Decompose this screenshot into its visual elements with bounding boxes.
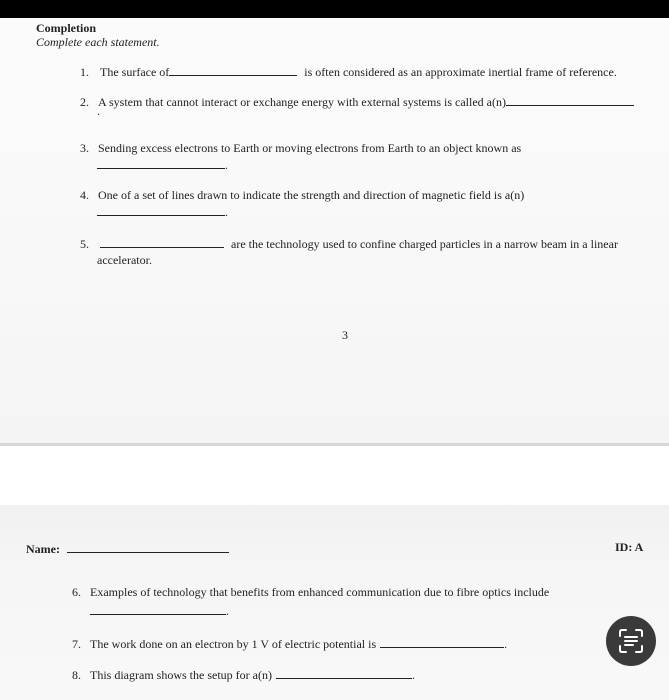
question-6 bbox=[72, 585, 549, 600]
answer-blank[interactable] bbox=[506, 94, 634, 106]
name-label: Name: bbox=[26, 542, 60, 556]
answer-blank[interactable] bbox=[90, 603, 226, 615]
section-instruction: Complete each statement. bbox=[36, 35, 160, 49]
question-text: are the technology used to confine charged particles in a narrow beam in a linear bbox=[231, 237, 618, 251]
question-text-end: . bbox=[411, 668, 415, 682]
question-number: 2. bbox=[80, 95, 89, 109]
answer-blank[interactable] bbox=[97, 157, 225, 169]
question-3 bbox=[80, 141, 521, 156]
question-8 bbox=[72, 667, 415, 683]
name-field[interactable] bbox=[67, 541, 229, 553]
question-text-end: . bbox=[225, 205, 228, 219]
question-text: This diagram shows the setup for a(n) bbox=[90, 668, 272, 682]
question-3-answer-line bbox=[97, 157, 228, 173]
name-row bbox=[26, 541, 229, 557]
answer-blank[interactable] bbox=[97, 204, 225, 216]
question-text: One of a set of lines drawn to indicate the strength and direction of magnetic field is a(n) bbox=[98, 188, 525, 202]
question-text-end: . bbox=[226, 604, 229, 618]
question-6-answer-line bbox=[90, 603, 229, 619]
question-4-answer-line bbox=[97, 204, 228, 220]
section-title: Completion bbox=[36, 21, 96, 35]
answer-blank[interactable] bbox=[100, 236, 224, 248]
question-number: 3. bbox=[80, 141, 89, 155]
answer-blank[interactable] bbox=[380, 636, 504, 648]
question-number: 7. bbox=[72, 637, 81, 651]
question-text-end: . bbox=[504, 637, 508, 651]
question-number: 6. bbox=[72, 585, 81, 599]
text-scan-icon bbox=[616, 626, 646, 656]
question-1 bbox=[80, 64, 617, 80]
question-text: A system that cannot interact or exchange energy with external systems is called a(n) bbox=[98, 95, 506, 109]
page-edge-shadow bbox=[0, 443, 669, 446]
question-7 bbox=[72, 636, 507, 652]
question-number: 4. bbox=[80, 188, 89, 202]
answer-blank[interactable] bbox=[276, 667, 412, 679]
page-number: 3 bbox=[342, 328, 348, 342]
page-gap bbox=[0, 443, 669, 505]
worksheet-page-1 bbox=[0, 18, 669, 443]
question-text: The work done on an electron by 1 V of electric potential is bbox=[90, 637, 377, 651]
question-text: Sending excess electrons to Earth or moving electrons from Earth to an object known as bbox=[98, 141, 522, 155]
question-2 bbox=[80, 94, 634, 110]
question-text: Examples of technology that benefits from enhanced communication due to fibre optics include bbox=[90, 585, 550, 599]
id-label: ID: A bbox=[615, 540, 644, 554]
question-5 bbox=[80, 236, 618, 252]
question-text: The surface of bbox=[100, 65, 170, 79]
stray-dot: · bbox=[97, 110, 101, 121]
answer-blank[interactable] bbox=[169, 64, 297, 76]
text-scan-button[interactable] bbox=[606, 616, 656, 666]
question-text-end: is often considered as an approximate inertial frame of reference. bbox=[304, 65, 617, 79]
question-5-continued: accelerator. bbox=[97, 253, 152, 267]
question-4 bbox=[80, 188, 524, 203]
question-number: 8. bbox=[72, 668, 81, 682]
question-number: 1. bbox=[80, 65, 89, 79]
question-number: 5. bbox=[80, 237, 89, 251]
question-text-end: . bbox=[225, 158, 228, 172]
top-black-bar bbox=[0, 0, 669, 18]
